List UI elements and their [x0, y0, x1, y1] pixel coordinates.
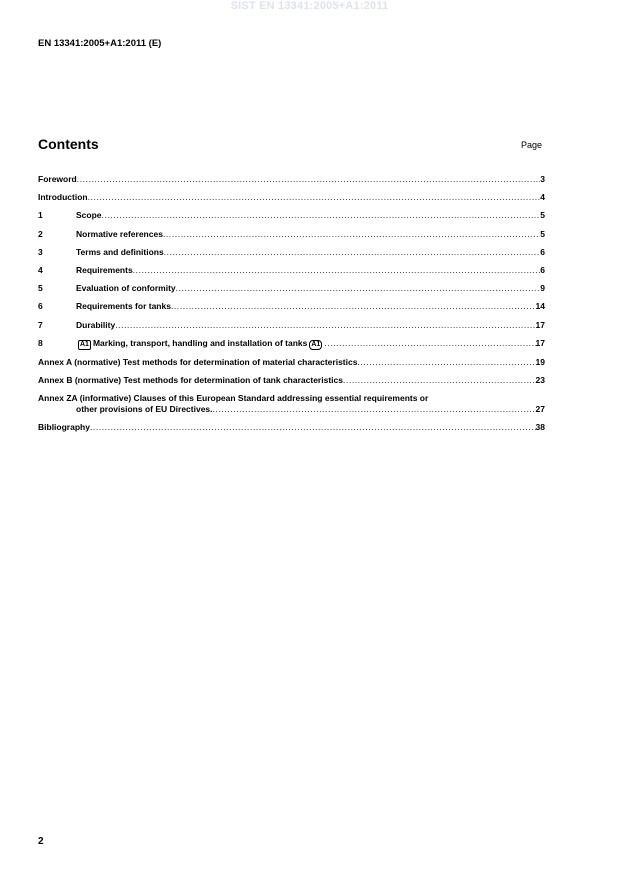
toc-entry-page: 5: [540, 228, 545, 239]
toc-leader-dots: [324, 338, 535, 349]
toc-leader-dots: [213, 404, 536, 415]
toc-entry-title: Requirements for tanks: [76, 301, 171, 312]
page-number: 2: [38, 836, 44, 847]
toc-leader-dots: [133, 265, 541, 276]
toc-entry-page: 27: [535, 404, 545, 415]
watermark: SIST EN 13341:2005+A1:2011: [230, 0, 389, 12]
toc-leader-dots: [343, 375, 536, 386]
toc-entry-foreword[interactable]: [38, 174, 545, 185]
toc-entry-annex-za[interactable]: [38, 393, 545, 415]
table-of-contents: [38, 174, 545, 441]
toc-entry-title: Annex B (normative) Test methods for determination of tank characteristics: [38, 375, 343, 386]
toc-leader-dots: [357, 357, 535, 368]
toc-entry-number: 5: [38, 283, 43, 294]
toc-entry-title: Terms and definitions: [76, 246, 164, 257]
toc-entry-annex-b[interactable]: [38, 375, 545, 386]
toc-entry-annex-a[interactable]: [38, 357, 545, 368]
toc-entry-introduction[interactable]: [38, 192, 545, 203]
toc-entry-title: Evaluation of conformity: [76, 283, 176, 294]
toc-entry-page: 6: [540, 264, 545, 275]
toc-entry-page: 6: [540, 246, 545, 257]
toc-entry-title: Annex A (normative) Test methods for determination of material characteristics: [38, 356, 358, 367]
toc-entry-page: 38: [535, 422, 545, 433]
toc-entry-page: 17: [535, 337, 545, 348]
toc-entry-evaluation-of-conformity[interactable]: [38, 283, 545, 294]
toc-entry-page: 23: [535, 375, 545, 386]
toc-entry-terms-and-definitions[interactable]: [38, 247, 545, 258]
toc-entry-title: Marking, transport, handling and installation of tanks: [92, 337, 308, 348]
toc-entry-title-continuation: other provisions of EU Directives.: [76, 404, 213, 415]
toc-entry-title: Foreword: [38, 174, 77, 184]
toc-leader-dots: [163, 229, 540, 240]
toc-entry-page: 9: [540, 283, 545, 294]
amendment-end-marker: A1: [311, 340, 321, 348]
toc-entry-number: 4: [38, 264, 43, 275]
toc-entry-title: Scope: [76, 210, 102, 221]
toc-entry-page: 14: [535, 301, 545, 312]
toc-entry-title: Bibliography: [38, 422, 90, 433]
toc-entry-number: 1: [38, 210, 43, 221]
toc-entry-title: Introduction: [38, 192, 88, 203]
toc-leader-dots: [164, 247, 541, 258]
toc-leader-dots: [176, 283, 541, 294]
amendment-start-marker: A1: [80, 340, 89, 348]
toc-leader-dots: [102, 210, 541, 221]
toc-entry-normative-references[interactable]: [38, 229, 545, 240]
toc-entry-page: 5: [540, 210, 545, 221]
toc-entry-requirements-for-tanks[interactable]: [38, 301, 545, 312]
toc-entry-title: Annex ZA (informative) Clauses of this European Standard addressing essential requirements or: [38, 393, 429, 404]
toc-entry-page: 3: [540, 174, 545, 184]
toc-leader-dots: [90, 422, 536, 433]
toc-entry-requirements[interactable]: [38, 265, 545, 276]
toc-entry-scope[interactable]: [38, 210, 545, 221]
toc-entry-durability[interactable]: [38, 320, 545, 331]
contents-title: Contents: [38, 136, 99, 152]
toc-entry-page: 17: [535, 319, 545, 330]
toc-entry-number: 2: [38, 228, 43, 239]
toc-entry-number: 8: [38, 337, 43, 348]
toc-entry-page: 19: [535, 356, 545, 367]
toc-leader-dots: [115, 320, 535, 331]
toc-leader-dots: [171, 301, 536, 312]
toc-entry-page: 4: [540, 192, 545, 203]
toc-entry-marking-transport[interactable]: [38, 338, 545, 350]
toc-leader-dots: [77, 174, 541, 185]
toc-entry-number: 7: [38, 319, 43, 330]
toc-entry-title: Durability: [76, 319, 116, 330]
toc-entry-bibliography[interactable]: [38, 422, 545, 433]
toc-entry-number: 6: [38, 301, 43, 312]
document-id: EN 13341:2005+A1:2011 (E): [38, 38, 162, 49]
page-column-label: Page: [521, 140, 543, 150]
toc-entry-title: Normative references: [76, 228, 163, 239]
toc-leader-dots: [88, 192, 541, 203]
toc-entry-number: 3: [38, 246, 43, 257]
toc-entry-title: Requirements: [76, 264, 133, 275]
